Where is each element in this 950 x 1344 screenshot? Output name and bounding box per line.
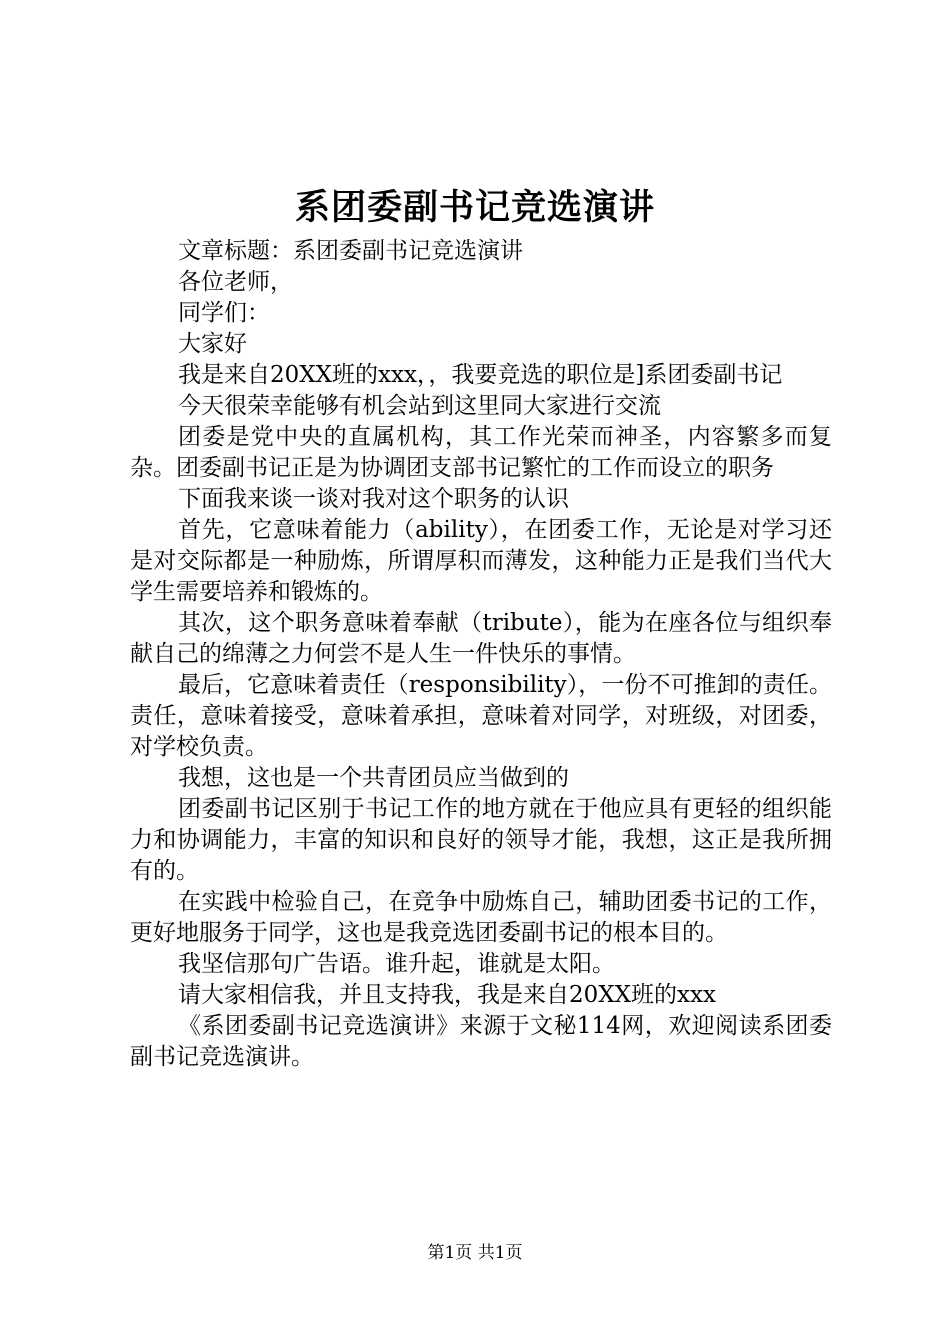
paragraph-greeting-teachers: 各位老师， xyxy=(178,269,293,295)
paragraph-duty: 我想，这也是一个共青团员应当做到的 xyxy=(178,765,569,791)
document-body xyxy=(130,236,832,1073)
paragraph-tribute: 其次，这个职务意味着奉献（tribute），能为在座各位与组织奉献自己的绵薄之力何尝不是人生一件快乐的事情。 xyxy=(130,610,832,667)
paragraph-ability: 首先，它意味着能力（ability），在团委工作，无论是对学习还是对交际都是一种励炼，所谓厚积而薄发，这种能力正是我们当代大学生需要培养和锻炼的。 xyxy=(130,517,832,605)
page-title: 系团委副书记竞选演讲 xyxy=(294,187,655,228)
paragraph-support: 请大家相信我，并且支持我，我是来自20XX班的xxx xyxy=(178,982,716,1008)
paragraph-honored: 今天很荣幸能够有机会站到这里同大家进行交流 xyxy=(178,393,661,419)
paragraph-source: 《系团委副书记竞选演讲》来源于文秘114网，欢迎阅读系团委副书记竞选演讲。 xyxy=(130,1013,832,1070)
paragraph-article-title: 文章标题：系团委副书记竞选演讲 xyxy=(178,238,523,264)
paragraph-slogan: 我坚信那句广告语。谁升起，谁就是太阳。 xyxy=(178,951,615,977)
paragraph-responsibility: 最后，它意味着责任（responsibility），一份不可推卸的责任。责任，意味着接受，意味着承担，意味着对同学，对班级，对团委，对学校负责。 xyxy=(130,672,832,760)
paragraph-difference: 团委副书记区别于书记工作的地方就在于他应具有更轻的组织能力和协调能力，丰富的知识和良好的领导才能，我想，这正是我所拥有的。 xyxy=(130,796,832,884)
paragraph-practice: 在实践中检验自己，在竞争中励炼自己，辅助团委书记的工作，更好地服务于同学，这也是我竞选团委副书记的根本目的。 xyxy=(130,889,832,946)
paragraph-greeting-classmates: 同学们： xyxy=(178,300,270,326)
paragraph-league-description: 团委是党中央的直属机构，其工作光荣而神圣，内容繁多而复杂。团委副书记正是为协调团支部书记繁忙的工作而设立的职务 xyxy=(130,424,832,481)
paragraph-hello: 大家好 xyxy=(178,331,247,357)
page-number-footer: 第1页 共1页 xyxy=(427,1243,523,1263)
paragraph-understanding: 下面我来谈一谈对我对这个职务的认识 xyxy=(178,486,569,512)
paragraph-introduction: 我是来自20XX班的xxx，，我要竞选的职位是]系团委副书记 xyxy=(178,362,783,388)
